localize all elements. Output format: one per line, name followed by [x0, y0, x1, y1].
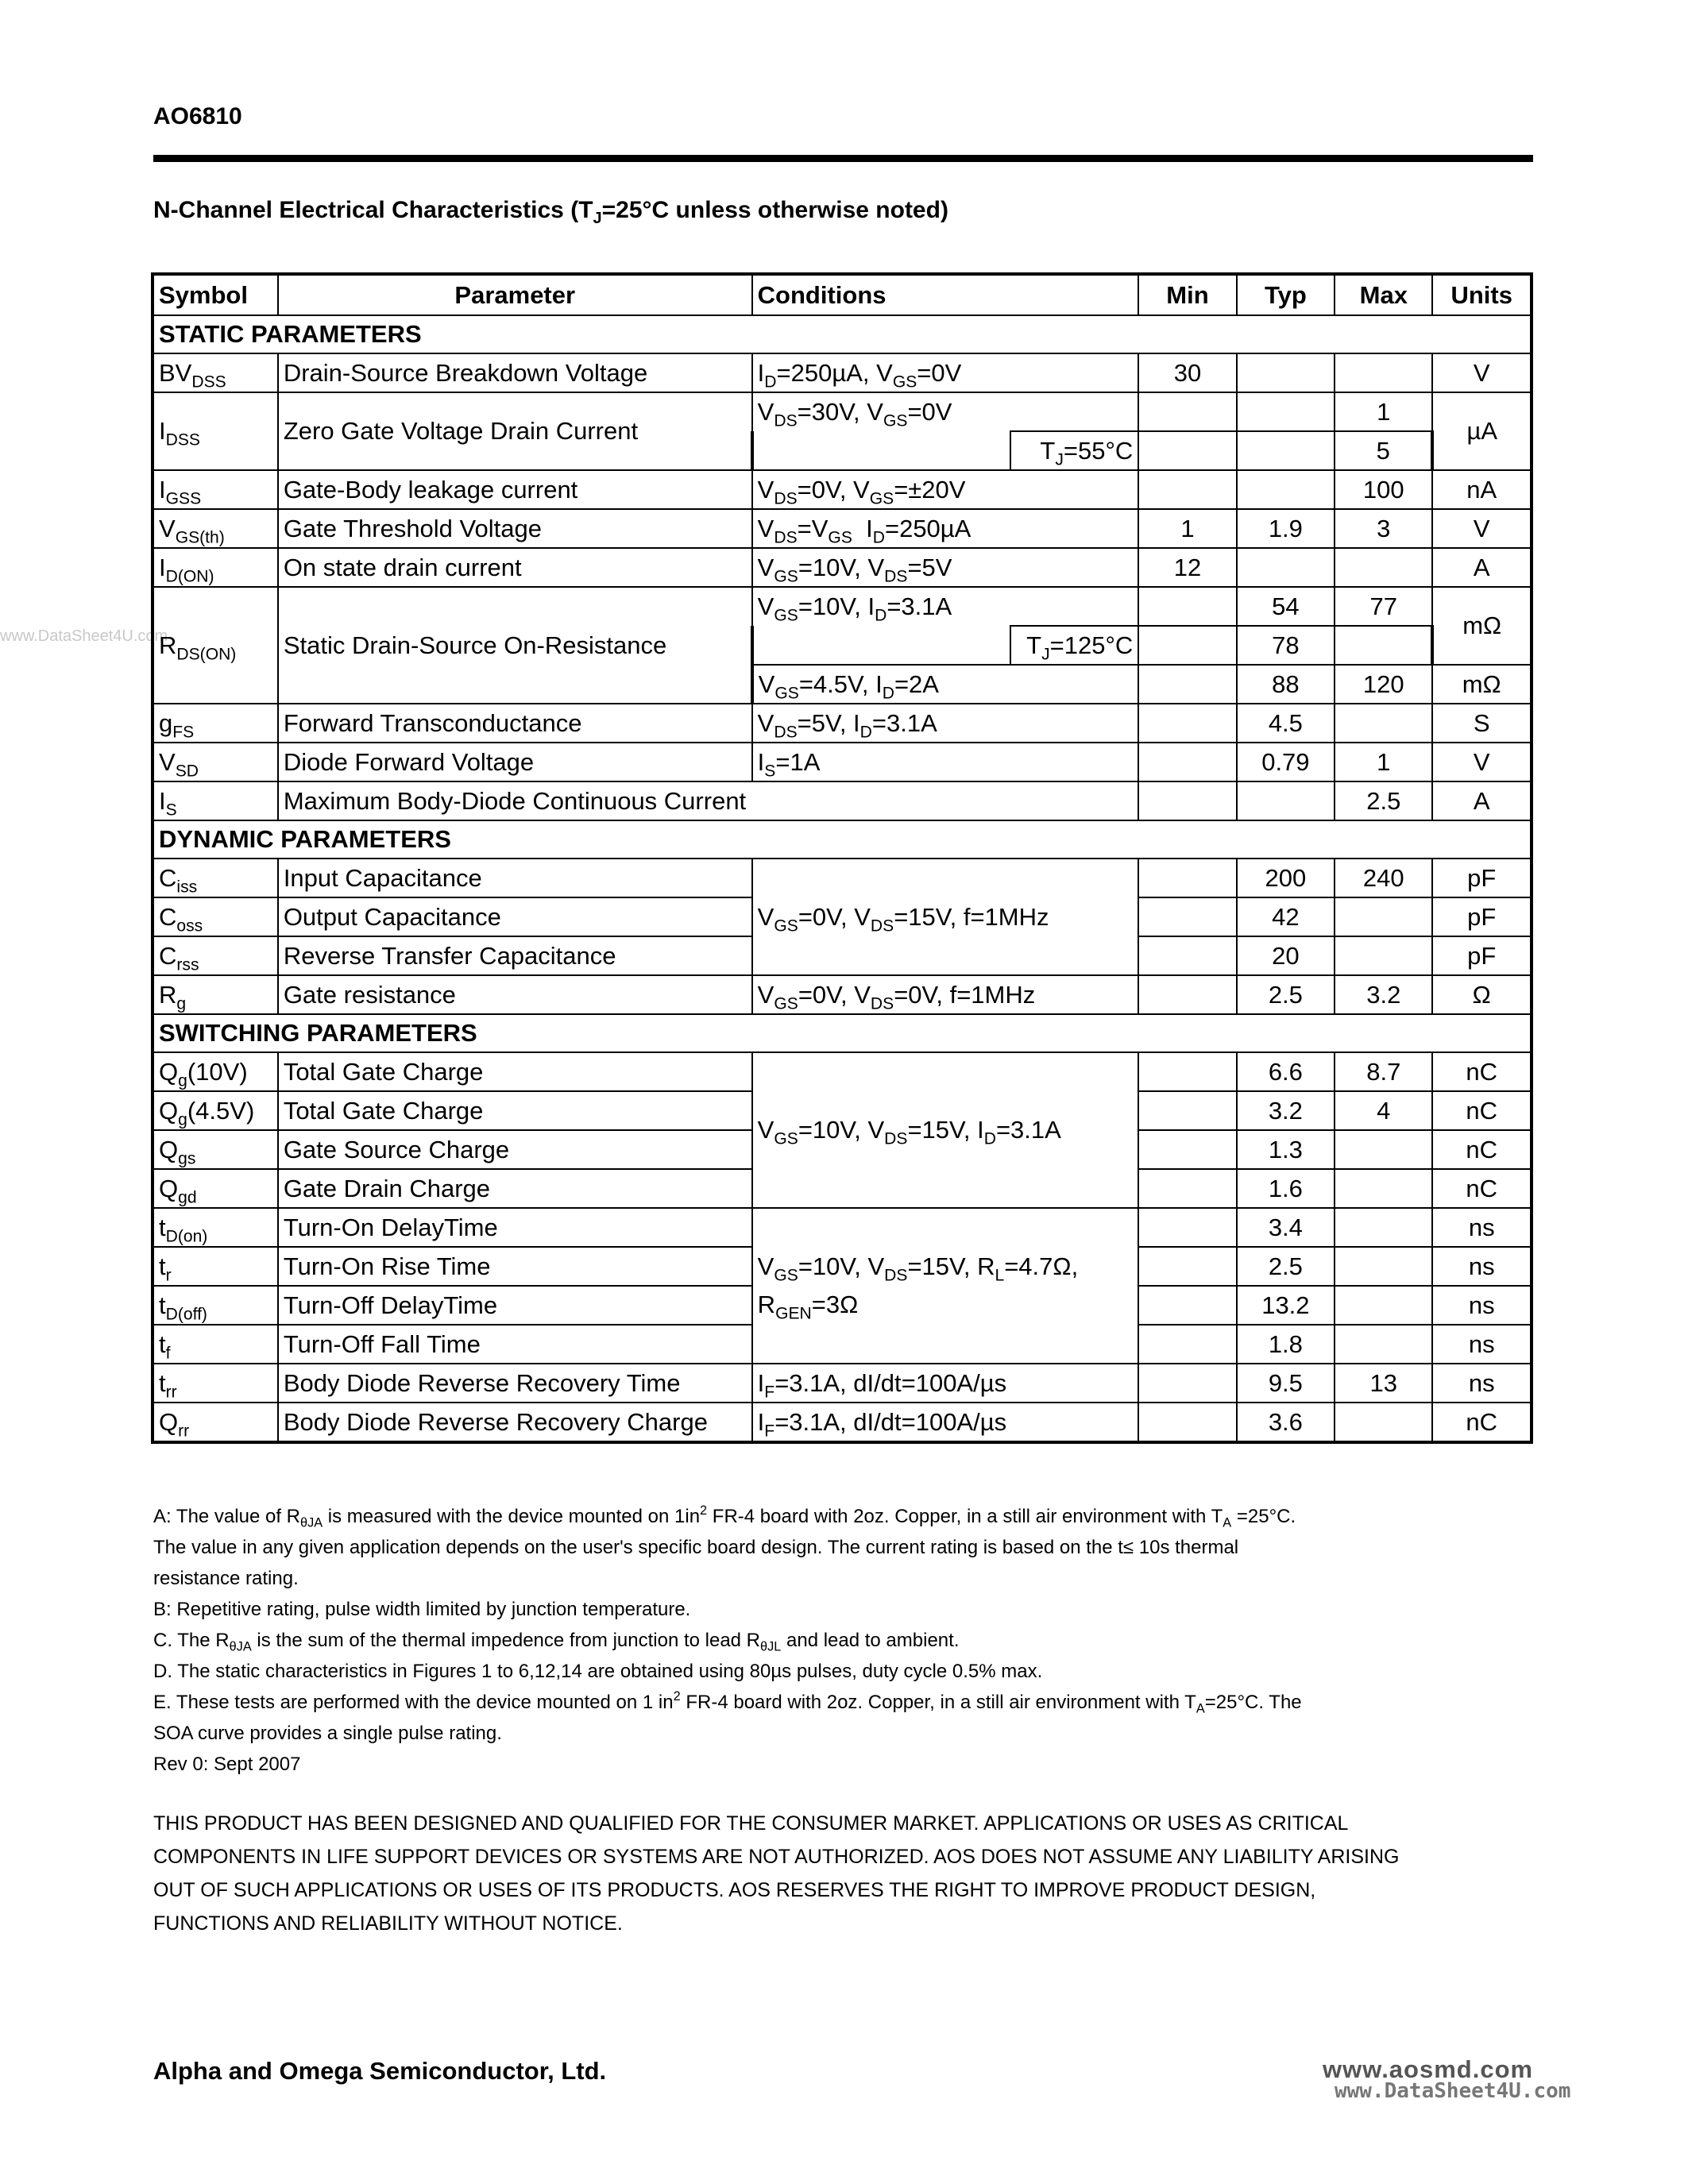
symbol-cell: $BV_{DSS}$ [153, 353, 278, 392]
min-cell [1138, 1208, 1236, 1247]
max-cell: 1 [1335, 743, 1432, 781]
units-cell: ns [1432, 1208, 1532, 1247]
max-cell: 3 [1335, 509, 1432, 548]
min-cell [1138, 975, 1236, 1014]
units-cell: S [1432, 704, 1532, 743]
typ-cell: 20 [1237, 936, 1335, 975]
min-cell [1138, 587, 1236, 626]
max-cell [1335, 1403, 1432, 1442]
min-cell [1138, 859, 1236, 897]
table-row [153, 548, 1532, 587]
note-e-line1: E. These tests are performed with the device mounted on 1 $in^2$ FR-4 board with 2oz. Copper, in a still air environment with $T_A=25^\circ C$. The [153, 1689, 1302, 1716]
parameter-cell: Turn-Off Fall Time [278, 1325, 752, 1364]
condition-cell: $V_{GS}=10V$, $I_D=3.1A$ [752, 587, 1139, 626]
typ-cell [1237, 548, 1335, 587]
symbol-cell: $t_{rr}$ [153, 1364, 278, 1403]
table-row [153, 587, 1532, 626]
max-cell [1335, 353, 1432, 392]
min-cell [1138, 1325, 1236, 1364]
min-cell [1138, 470, 1236, 509]
parameter-cell: Static Drain-Source On-Resistance [278, 587, 752, 704]
section-row [153, 315, 1532, 353]
typ-cell: 4.5 [1237, 704, 1335, 743]
condition-cell: $V_{DS}=0V$, $V_{GS}=\pm 20V$ [752, 470, 1139, 509]
table-row [153, 1403, 1532, 1442]
max-cell [1335, 1208, 1432, 1247]
symbol-cell: $Q_g(4.5V)$ [153, 1091, 278, 1130]
units-cell: pF [1432, 897, 1532, 936]
symbol-cell: $R_g$ [153, 975, 278, 1014]
typ-cell: 13.2 [1237, 1286, 1335, 1325]
col-symbol: Symbol [153, 274, 278, 315]
parameter-cell: Turn-On Rise Time [278, 1247, 752, 1286]
max-cell: 1 [1335, 392, 1432, 431]
note-a-line1: A: The value of $R_{\theta JA}$ is measured with the device mounted on $1in^2$ FR-4 board with 2oz. Copper, in a still air environment with $T_A =25^\circ C$. [153, 1503, 1296, 1530]
symbol-cell: $Q_{gs}$ [153, 1130, 278, 1169]
typ-cell: 9.5 [1237, 1364, 1335, 1403]
table-row [153, 781, 1532, 820]
units-cell: A [1432, 781, 1532, 820]
max-cell: 77 [1335, 587, 1432, 626]
table-row [153, 975, 1532, 1014]
max-cell: 3.2 [1335, 975, 1432, 1014]
condition-cell: $I_S=1A$ [752, 743, 1139, 781]
max-cell: 2.5 [1335, 781, 1432, 820]
title-prefix: N-Channel Electrical Characteristics (T [153, 197, 593, 223]
max-cell: 5 [1335, 431, 1432, 470]
typ-cell: 1.8 [1237, 1325, 1335, 1364]
symbol-cell: $I_S$ [153, 781, 278, 820]
note-e-line2: SOA curve provides a single pulse rating. [153, 1723, 502, 1744]
max-cell: 4 [1335, 1091, 1432, 1130]
min-cell [1138, 665, 1236, 704]
typ-cell: 88 [1237, 665, 1335, 704]
col-min: Min [1138, 274, 1236, 315]
condition-cell: $V_{GS}=10V$, $V_{DS}=5V$ [752, 548, 1139, 587]
min-cell [1138, 704, 1236, 743]
parameter-cell: Body Diode Reverse Recovery Charge [278, 1403, 752, 1442]
units-cell: mΩ [1432, 587, 1532, 665]
table-row [153, 859, 1532, 897]
table-row [153, 1208, 1532, 1247]
condition-cell: $V_{GS}=10V$, $V_{DS}=15V$, $I_D=3.1A$ [752, 1052, 1139, 1208]
typ-cell [1237, 470, 1335, 509]
symbol-cell: $V_{SD}$ [153, 743, 278, 781]
typ-cell: 78 [1237, 626, 1335, 665]
min-cell: 30 [1138, 353, 1236, 392]
max-cell [1335, 1169, 1432, 1208]
condition-cell: $V_{DS}=5V$, $I_D=3.1A$ [752, 704, 1139, 743]
units-cell: nC [1432, 1403, 1532, 1442]
max-cell: 100 [1335, 470, 1432, 509]
disclaimer [153, 1807, 1535, 1940]
units-cell: ns [1432, 1325, 1532, 1364]
max-cell: 13 [1335, 1364, 1432, 1403]
condition-cell: $I_F=3.1A$, dI/dt=100A/µs [752, 1364, 1139, 1403]
col-typ: Typ [1237, 274, 1335, 315]
watermark-left: www.DataSheet4U.com [0, 627, 168, 645]
typ-cell: 200 [1237, 859, 1335, 897]
max-cell: 8.7 [1335, 1052, 1432, 1091]
parameter-cell: Forward Transconductance [278, 704, 752, 743]
parameter-cell: Total Gate Charge [278, 1052, 752, 1091]
parameter-cell: Maximum Body-Diode Continuous Current [278, 781, 1138, 820]
section-switching: SWITCHING PARAMETERS [153, 1014, 1532, 1052]
disclaimer-line: COMPONENTS IN LIFE SUPPORT DEVICES OR SYSTEMS ARE NOT AUTHORIZED. AOS DOES NOT ASSUME ANY LIABILITY ARISING [153, 1846, 1400, 1868]
min-cell: 1 [1138, 509, 1236, 548]
parameter-cell: Drain-Source Breakdown Voltage [278, 353, 752, 392]
max-cell [1335, 1130, 1432, 1169]
units-cell: nC [1432, 1169, 1532, 1208]
max-cell [1335, 1247, 1432, 1286]
min-cell: 12 [1138, 548, 1236, 587]
col-units: Units [1432, 274, 1532, 315]
min-cell [1138, 936, 1236, 975]
symbol-cell: $t_r$ [153, 1247, 278, 1286]
table-row [153, 704, 1532, 743]
typ-cell: 1.9 [1237, 509, 1335, 548]
disclaimer-line: OUT OF SUCH APPLICATIONS OR USES OF ITS PRODUCTS. AOS RESERVES THE RIGHT TO IMPROVE PRODUCT DESIGN, [153, 1879, 1316, 1901]
note-d: D. The static characteristics in Figures 1 to 6,12,14 are obtained using 80µs pulses, duty cycle 0.5% max. [153, 1661, 1043, 1682]
max-cell [1335, 1286, 1432, 1325]
min-cell [1138, 392, 1236, 431]
typ-cell: 1.3 [1237, 1130, 1335, 1169]
parameter-cell: Gate Source Charge [278, 1130, 752, 1169]
header-rule [153, 155, 1533, 162]
symbol-cell: $Q_g(10V)$ [153, 1052, 278, 1091]
condition-cell: $V_{DS}=V_{GS}$ $I_D=250\mu A$ [752, 509, 1139, 548]
typ-cell [1237, 431, 1335, 470]
parameter-cell: Body Diode Reverse Recovery Time [278, 1364, 752, 1403]
typ-cell: 3.4 [1237, 1208, 1335, 1247]
section-row [153, 820, 1532, 859]
condition-cell: $V_{GS}=4.5V$, $I_D=2A$ [752, 665, 1139, 704]
min-cell [1138, 743, 1236, 781]
tj-condition-cell: $T_J=55^\circ C$ [1010, 431, 1138, 470]
footer-watermark: www.DataSheet4U.com [1335, 2079, 1571, 2103]
parameter-cell: Gate Drain Charge [278, 1169, 752, 1208]
max-cell [1335, 897, 1432, 936]
units-cell: V [1432, 353, 1532, 392]
condition-cell: $V_{DS}=30V$, $V_{GS}=0V$ [752, 392, 1139, 431]
typ-cell [1237, 781, 1335, 820]
table-row [153, 392, 1532, 431]
units-cell: nC [1432, 1091, 1532, 1130]
symbol-cell: $I_{DSS}$ [153, 392, 278, 470]
condition-spacer [752, 431, 1011, 470]
note-a-line3: resistance rating. [153, 1568, 299, 1589]
typ-cell: 2.5 [1237, 975, 1335, 1014]
condition-cell: $V_{GS}=0V$, $V_{DS}=15V$, f=1MHz [752, 859, 1139, 975]
symbol-cell: $Q_{gd}$ [153, 1169, 278, 1208]
typ-cell: 0.79 [1237, 743, 1335, 781]
tj-condition-cell: $T_J=125^\circ C$ [1010, 626, 1138, 665]
max-cell [1335, 936, 1432, 975]
min-cell [1138, 1247, 1236, 1286]
parameter-cell: Output Capacitance [278, 897, 752, 936]
table-row [153, 1052, 1532, 1091]
parameter-cell: Input Capacitance [278, 859, 752, 897]
condition-cell: $V_{GS}=0V$, $V_{DS}=0V$, f=1MHz [752, 975, 1139, 1014]
parameter-cell: On state drain current [278, 548, 752, 587]
units-cell: µA [1432, 392, 1532, 470]
table-row [153, 743, 1532, 781]
symbol-cell: $R_{DS(ON)}$ [153, 587, 278, 704]
min-cell [1138, 431, 1236, 470]
min-cell [1138, 1130, 1236, 1169]
website-link[interactable]: www.aosmd.com [1323, 2055, 1534, 2083]
parameter-cell: Reverse Transfer Capacitance [278, 936, 752, 975]
section-static: STATIC PARAMETERS [153, 315, 1532, 353]
condition-cell: $V_{GS}=10V$, $V_{DS}=15V$, $R_L=4.7\Omega$, $R_{GEN}=3\Omega$ [752, 1208, 1139, 1364]
typ-cell [1237, 392, 1335, 431]
condition-cell: $I_F=3.1A$, dI/dt=100A/µs [752, 1403, 1139, 1442]
revision: Rev 0: Sept 2007 [153, 1754, 301, 1775]
typ-cell [1237, 353, 1335, 392]
disclaimer-line: FUNCTIONS AND RELIABILITY WITHOUT NOTICE. [153, 1912, 623, 1935]
section-row [153, 1014, 1532, 1052]
symbol-cell: $t_{D(off)}$ [153, 1286, 278, 1325]
min-cell [1138, 1169, 1236, 1208]
symbol-cell: $C_{iss}$ [153, 859, 278, 897]
min-cell [1138, 781, 1236, 820]
units-cell: A [1432, 548, 1532, 587]
units-cell: ns [1432, 1247, 1532, 1286]
symbol-cell: $t_f$ [153, 1325, 278, 1364]
col-max: Max [1335, 274, 1432, 315]
parameter-cell: Total Gate Charge [278, 1091, 752, 1130]
max-cell: 240 [1335, 859, 1432, 897]
max-cell [1335, 1325, 1432, 1364]
max-cell [1335, 704, 1432, 743]
section-dynamic: DYNAMIC PARAMETERS [153, 820, 1532, 859]
max-cell [1335, 626, 1432, 665]
typ-cell: 2.5 [1237, 1247, 1335, 1286]
units-cell: pF [1432, 936, 1532, 975]
symbol-cell: $C_{oss}$ [153, 897, 278, 936]
units-cell: ns [1432, 1364, 1532, 1403]
table-row [153, 353, 1532, 392]
table-header-row [153, 274, 1532, 315]
min-cell [1138, 1286, 1236, 1325]
table-row [153, 509, 1532, 548]
table-row [153, 470, 1532, 509]
title-sub: J [593, 210, 602, 227]
typ-cell: 6.6 [1237, 1052, 1335, 1091]
parameter-cell: Turn-On DelayTime [278, 1208, 752, 1247]
note-b: B: Repetitive rating, pulse width limited by junction temperature. [153, 1599, 691, 1620]
symbol-cell: $g_{FS}$ [153, 704, 278, 743]
table-row [153, 1364, 1532, 1403]
parameter-cell: Zero Gate Voltage Drain Current [278, 392, 752, 470]
max-cell [1335, 548, 1432, 587]
min-cell [1138, 1091, 1236, 1130]
symbol-cell: $Q_{rr}$ [153, 1403, 278, 1442]
units-cell: nC [1432, 1130, 1532, 1169]
company-name: Alpha and Omega Semiconductor, Ltd. [153, 2057, 607, 2085]
disclaimer-line: THIS PRODUCT HAS BEEN DESIGNED AND QUALIFIED FOR THE CONSUMER MARKET. APPLICATIONS OR USES AS CRITICAL [153, 1812, 1349, 1835]
parameter-cell: Diode Forward Voltage [278, 743, 752, 781]
symbol-cell: $C_{rss}$ [153, 936, 278, 975]
parameter-cell: Gate resistance [278, 975, 752, 1014]
symbol-cell: $I_{D(ON)}$ [153, 548, 278, 587]
page-title [153, 197, 948, 227]
symbol-cell: $V_{GS(th)}$ [153, 509, 278, 548]
note-c: C. The $R_{\theta JA}$ is the sum of the thermal impedence from junction to lead $R_{\theta JL}$ and lead to ambient. [153, 1630, 960, 1654]
parameter-cell: Gate-Body leakage current [278, 470, 752, 509]
units-cell: V [1432, 509, 1532, 548]
parameter-cell: Gate Threshold Voltage [278, 509, 752, 548]
typ-cell: 1.6 [1237, 1169, 1335, 1208]
units-cell: V [1432, 743, 1532, 781]
units-cell: mΩ [1432, 665, 1532, 704]
characteristics-table [151, 272, 1533, 1444]
condition-spacer [752, 626, 1011, 665]
part-number: AO6810 [153, 103, 242, 129]
min-cell [1138, 897, 1236, 936]
typ-cell: 3.6 [1237, 1403, 1335, 1442]
typ-cell: 3.2 [1237, 1091, 1335, 1130]
col-parameter: Parameter [278, 274, 752, 315]
units-cell: nA [1432, 470, 1532, 509]
footnotes [153, 1501, 1535, 1780]
min-cell [1138, 1052, 1236, 1091]
units-cell: Ω [1432, 975, 1532, 1014]
min-cell [1138, 1364, 1236, 1403]
title-suffix: =25°C unless otherwise noted) [601, 197, 948, 223]
min-cell [1138, 1403, 1236, 1442]
typ-cell: 42 [1237, 897, 1335, 936]
symbol-cell: $I_{GSS}$ [153, 470, 278, 509]
units-cell: pF [1432, 859, 1532, 897]
symbol-cell: $t_{D(on)}$ [153, 1208, 278, 1247]
typ-cell: 54 [1237, 587, 1335, 626]
parameter-cell: Turn-Off DelayTime [278, 1286, 752, 1325]
condition-cell: $I_D=250\mu A$, $V_{GS}=0V$ [752, 353, 1139, 392]
min-cell [1138, 626, 1236, 665]
max-cell: 120 [1335, 665, 1432, 704]
note-a-line2: The value in any given application depends on the user's specific board design. The current rating is based on the t≤ 10s thermal [153, 1537, 1239, 1558]
units-cell: nC [1432, 1052, 1532, 1091]
units-cell: ns [1432, 1286, 1532, 1325]
col-conditions: Conditions [752, 274, 1139, 315]
